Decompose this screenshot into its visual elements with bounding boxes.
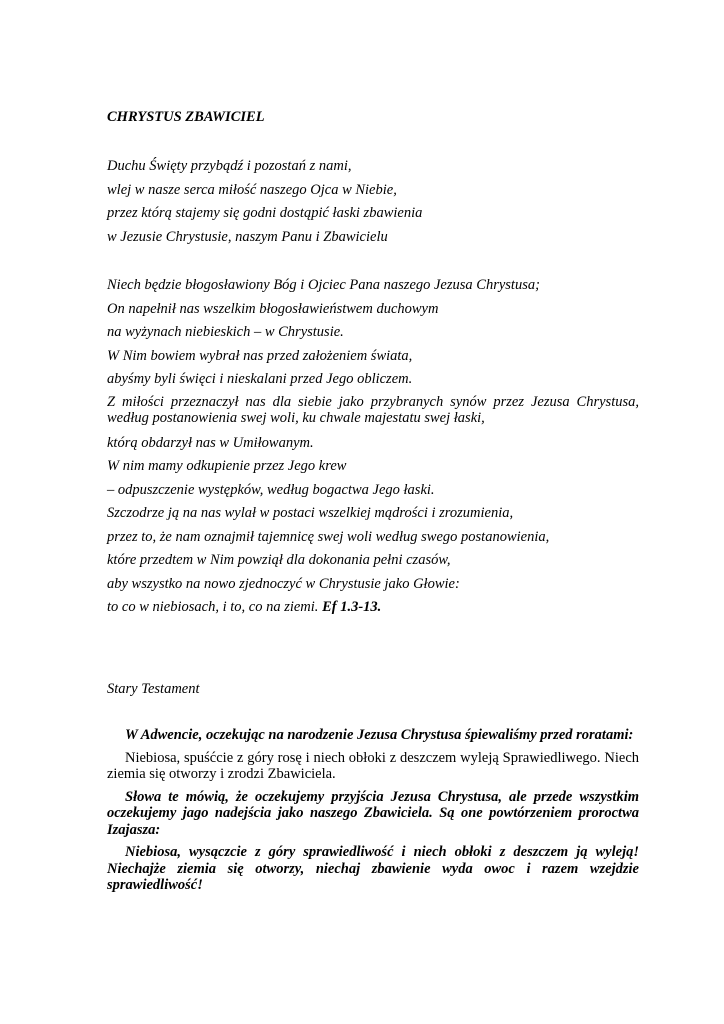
isaiah-paragraph: Niebiosa, wysączcie z góry sprawiedliwość i niech obłoki z deszczem ją wyleją! Niechajże ziemia się otworzy, niechaj zbawienie wyda owoc i razem wzejdzie sprawiedliwość! <box>107 844 639 893</box>
scripture-line: które przedtem w Nim powziął dla dokonania pełni czasów, <box>107 552 451 568</box>
document-page <box>107 0 639 1024</box>
scripture-line: na wyżynach niebieskich – w Chrystusie. <box>107 324 344 340</box>
scripture-last-line <box>107 598 639 622</box>
prayer-line: wlej w nasze serca miłość naszego Ojca w Niebie, <box>107 181 397 198</box>
scripture-line: W Nim bowiem wybrał nas przed założeniem świata, <box>107 347 413 364</box>
scripture-line: W nim mamy odkupienie przez Jego krew <box>107 458 347 474</box>
body-text <box>107 727 639 900</box>
prayer-line: Duchu Święty przybądź i pozostań z nami, <box>107 158 352 174</box>
scripture-line: przez to, że nam oznajmił tajemnicę swej woli według swego postanowienia, <box>107 528 550 545</box>
explanation-paragraph: Słowa te mówią, że oczekujemy przyjścia Jezusa Chrystusa, ale przede wszystkim oczekujemy jago nadejścia jako naszego Zbawiciela. Są one powtórzeniem proroctwa Izajasza: <box>107 788 639 838</box>
scripture-line: On napełnił nas wszelkim błogosławieństwem duchowym <box>107 300 439 317</box>
scripture-stanza <box>107 276 639 622</box>
document-title: CHRYSTUS ZBAWICIEL <box>107 109 265 125</box>
prayer-stanza <box>107 157 639 251</box>
section-label: Stary Testament <box>107 681 200 697</box>
scripture-line: abyśmy byli święci i nieskalani przed Jego obliczem. <box>107 371 413 387</box>
prayer-line: w Jezusie Chrystusie, naszym Panu i Zbawicielu <box>107 228 388 245</box>
scripture-line: Z miłości przeznaczył nas dla siebie jako przybranych synów przez Jezusa Chrystusa, według postanowienia swej woli, ku chwale majestatu swej łaski, <box>107 393 639 426</box>
scripture-line: Niech będzie błogosławiony Bóg i Ojciec Pana naszego Jezusa Chrystusa; <box>107 277 540 293</box>
scripture-line: – odpuszczenie występków, według bogactwa Jego łaski. <box>107 481 435 498</box>
prayer-line: przez którą stajemy się godni dostąpić łaski zbawienia <box>107 205 423 221</box>
scripture-reference: Ef 1.3-13. <box>322 599 382 615</box>
scripture-line: aby wszystko na nowo zjednoczyć w Chrystusie jako Głowie: <box>107 575 460 592</box>
advent-intro-paragraph: W Adwencie, oczekując na narodzenie Jezusa Chrystusa śpiewaliśmy przed roratami: <box>125 727 634 743</box>
rorate-paragraph: Niebiosa, spuśćcie z góry rosę i niech obłoki z deszczem wyleją Sprawiedliwego. Niech ziemia się otworzy i zrodzi Zbawiciela. <box>107 749 639 782</box>
scripture-last-line-text: to co w niebiosach, i to, co na ziemi. <box>107 599 319 615</box>
scripture-line: którą obdarzył nas w Umiłowanym. <box>107 434 314 451</box>
scripture-line: Szczodrze ją na nas wylał w postaci wszelkiej mądrości i zrozumienia, <box>107 505 514 521</box>
